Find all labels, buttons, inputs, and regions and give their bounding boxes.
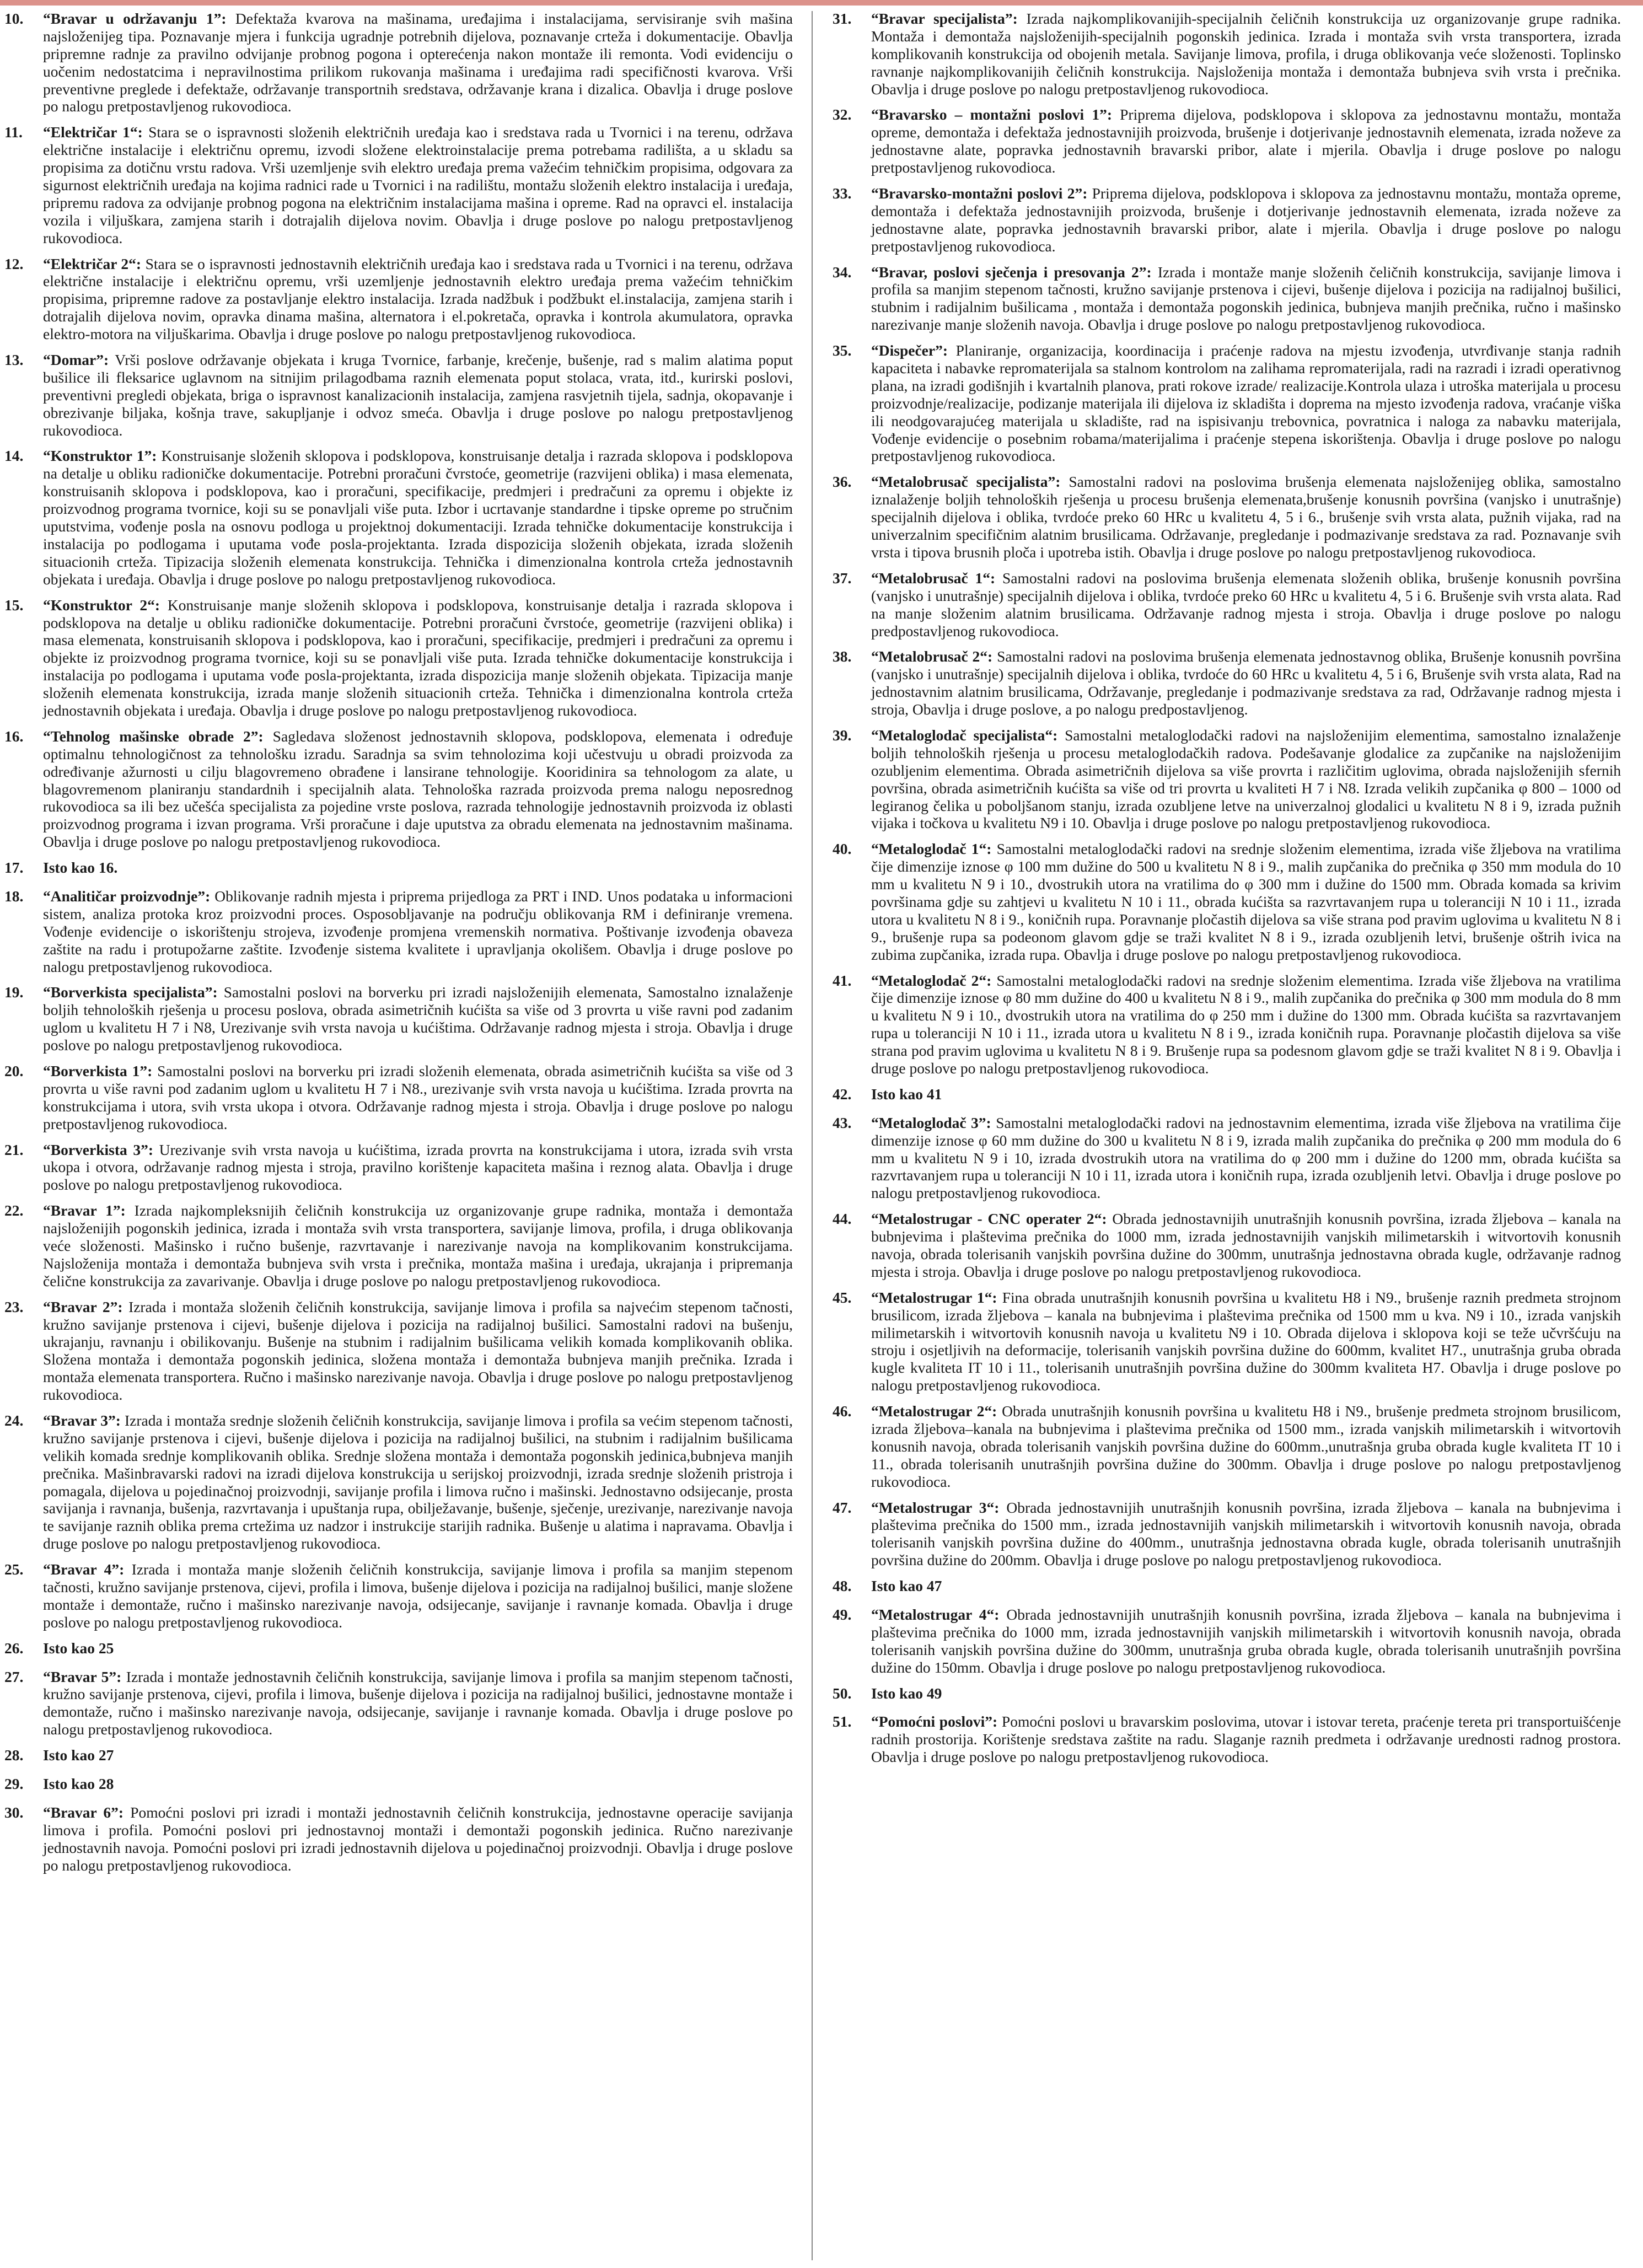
job-entry [4,1141,793,1194]
entry-body [871,840,1621,963]
entry-number: 39. [833,726,852,744]
entry-title: “Dispečer”: [871,342,948,359]
entry-title: “Električar 1“: [43,123,143,141]
job-entry [833,1085,1621,1103]
entry-body [871,1499,1621,1570]
entry-body [871,185,1621,255]
entry-body [871,10,1621,98]
entry-description: Fina obrada unutrašnjih konusnih površina u kvalitetu H8 i N9., brušenje raznih predmeta strojnom brusilicom, izrada žljebova – kanala na bubnjevima i plaštevima prečnika od 1500 mm u kva. N9 i 10., izrada vanjskih milimetarskih i witvortovih konusnih navoja u kvalitetu N9 i 10. Obrada dijelova i sklopova koji se teže učvršćuju na stroju i osjetljivih na deformacije, tolerisanih vanjskih površina dužine do 600mm, kvalitet H7., unutrašnja gruba obrada kugle kvaliteta IT 10 i 11., tolerisanih unutrašnjih površina dužine do 300mm kvaliteta H7. Obavlja i druge poslove po nalogu pretpostavljenog rukovodioca. [871,1288,1621,1394]
entry-body [43,1412,793,1552]
entry-number: 41. [833,971,852,989]
entry-number: 10. [4,10,24,27]
job-entry [833,648,1621,718]
entry-title: “Metalostrugar 2“: [871,1402,997,1420]
entry-title: “Metaloglodač specijalista“: [871,726,1058,744]
job-entry [4,728,793,851]
job-entry [833,1499,1621,1570]
entry-title: “Bravar specijalista”: [871,10,1018,27]
entry-number: 51. [833,1713,852,1730]
job-entry [833,185,1621,255]
job-entry [833,473,1621,561]
entry-description: Samostalni metaloglodački radovi na najsloženijim elementima, samostalno iznalaženje boljih tehnoloških rješenja u procesu metaloglodačkih radova. Podešavanje glodalice za zupčanike na najsloženijim ozubljenim elementima. Obrada asimetričnih dijelova sa više provrta i različitim uglovima, obrada najsloženijih sfernih površina, obrada asimetričnih kućišta sa više od tri provrta u kvaliteti H 7 i N8. Izrada velikih zupčanika φ 800 – 1000 od legiranog čelika u poboljšanom stanju, izrada ozubljene letve na univerzalnoj glodalici u kvalitetu N 8 i 9, izrada pužnih vijaka i točkova u kvalitetu N9 i 10. Obavlja i druge poslove po nalogu pretpostavljenog rukovodioca. [871,726,1621,832]
job-entry [833,1685,1621,1702]
job-entry [4,1062,793,1133]
entry-body [871,1402,1621,1490]
entry-number: 45. [833,1288,852,1306]
entry-number: 35. [833,342,852,359]
entry-number: 13. [4,351,24,369]
entry-description: Samostalni radovi na poslovima brušenja elemenata složenih oblika, brušenje konusnih površina (vanjsko i unutrašnje) specijalnih dijelova i oblika, tvrdoće preko 60 HRc u kvalitetu 4, 5 i 6. Brušenje svih vrsta alata. Rad na manje složenim alatnim brusilicama. Održavanje radnog mjesta i stroja. Obavlja i druge poslove po nalogu predpostavljenog rukovodioca. [871,569,1621,639]
entry-number: 17. [4,859,24,877]
entry-body [871,1289,1621,1394]
job-entry [4,1640,793,1657]
job-entry [4,596,793,719]
entry-number: 46. [833,1402,852,1420]
entry-title: “Bravar 5”: [43,1668,122,1685]
entry-number: 48. [833,1577,852,1595]
entry-body [43,1640,793,1657]
entry-description: Vrši poslove održavanje objekata i kruga Tvornice, farbanje, krečenje, bušenje, rad s malim alatima poput bušilice ili fleksarice uglavnom na sitnijim prilagodbama raznih elemenata poput stolaca, vrata, itd., kurirski poslovi, preventivni pregledi objekata, briga o ispravnost kanalizacionih instalacija, zamjena rasvjetnih tijela, sadnja, okopavanje i obrezivanje biljaka, košnja trave, sakupljanje i odvoz smeća. Obavlja i druge poslove po nalogu pretpostavljenog rukovodioca. [43,351,793,439]
entry-title: “Metaloglodač 2“: [871,971,992,989]
job-entry [4,1775,793,1793]
top-border-line [0,0,1643,6]
job-entry [833,727,1621,832]
job-entry [4,983,793,1054]
entry-title: “Bravarsko-montažni poslovi 2”: [871,185,1088,202]
entry-title: “Borverkista 3”: [43,1141,154,1158]
entry-body [871,1577,1621,1595]
entry-title: “Metalostrugar 3“: [871,1498,1000,1516]
entry-body [871,1685,1621,1702]
entry-number: 32. [833,106,852,123]
entry-description: Izrada najkomplikovanijih-specijalnih čeličnih konstrukcija uz organizovanje grupe radnika. Montaža i demontaža najsloženijih-specijalnih pogonskih jedinica. Izrada i montaža svih vrsta transportera, izrada komplikovanih konstrukcija od obojenih metala. Savijanje limova, profila, i druga oblikovanja veće složenosti. Toplinsko ravnanje najkomplikovanijih čeličnih konstrukcija. Najsloženija montaža i demontaža bubnjeva svih vrsta i prečnika. Obavlja i druge poslove po nalogu pretpostavljenog rukovodioca. [871,10,1621,98]
entry-title: “Metalostrugar 4“: [871,1606,1000,1624]
entry-number: 15. [4,596,24,614]
entry-body [43,1561,793,1631]
entry-description: Samostalni radovi na poslovima brušenja elemenata jednostavnog oblika, Brušenje konusnih površina (vanjsko i unutrašnje) specijalnih dijelova i oblika, tvrdoće do 60 HRc u kvalitetu 4, 5 i 6, Brušenje svih vrsta alata, Rad na jednostavnim alatnim brusilicama, Održavanje, pregledanje i podmazivanje sredstava za rad, Održavanje radnog mjesta i stroja, Obavlja i druge poslove, a po nalogu predpostavljenog. [871,648,1621,718]
entry-title: “Električar 2“: [43,255,142,272]
entry-number: 28. [4,1746,24,1764]
entry-title: “Metalostrugar - CNC operater 2“: [871,1210,1107,1228]
entry-description: Konstruisanje manje složenih sklopova i podsklopova, konstruisanje detalja i razrada sklopova i podsklopova na detalje u obliku radioničke dokumentacije. Potrebni proračuni čvrstoće, geometrije (razvijeni oblika) i masa elemenata, konstruisanih sklopova i podsklopova, kao i proračuni, specifikacije, predmjeri i predračuni za opremu i objekte iz proizvodnog programa tvornice, koji su se ponavljali više puta. Izrada tehničke dokumentacije konstrukcija i instalacija po podlogama i uputama vođe posla-projektanta, izrada dispozicija manje složenih objekata. Tipizacija manje složenih elemenata konstrukcija, izrada manje složenih situacionih crteža. Tehnička i dimenzionalna kontrola crteža jednostavnih objekata i uređaja. Obavlja i druge poslove po nalogu pretpostavljenog rukovodioca. [43,596,793,719]
entry-title: “Metalostrugar 1“: [871,1288,997,1306]
entry-body [871,473,1621,561]
entry-title: “Bravarsko – montažni poslovi 1”: [871,106,1112,123]
job-entry [4,1746,793,1764]
job-entry [833,569,1621,640]
job-entry [833,106,1621,176]
entry-title: “Tehnolog mašinske obrade 2”: [43,727,264,745]
entry-description: Samostalni poslovi na borverku pri izradi najsloženijih elemenata, Samostalno iznalaženje boljih tehnoloških rješenja u procesu poslova, obrada asimetričnih kućišta sa više od 3 provrta u više ravni pod zadanim uglom u kvalitetu H 7 i N8, Urezivanje svih vrsta navoja u kućištima. Održavanje radnog mjesta i stroja. Obavlja i druge poslove po nalogu pretpostavljenog rukovodioca. [43,983,793,1054]
job-entry [4,1561,793,1631]
entry-number: 18. [4,887,24,905]
entry-title: “Borverkista specijalista”: [43,983,218,1001]
entry-description: Izrada i montaže jednostavnih čeličnih konstrukcija, savijanje limova i profila sa manjim stepenom tačnosti, kružno savijanje prstenova, cijevi, profila i limova, bušenje dijelova i pozicija na radijalnoj bušilici, jednostavne montaže i demontaže, ručno i mašinsko narezivanje navoja, odsijecanje, savijanje i ravnanje komada. Obavlja i druge poslove po nalogu pretpostavljenog rukovodioca. [43,1668,793,1738]
entry-description: Samostalni metaloglodački radovi na jednostavnim elementima, izrada više žljebova na vratilima čije dimenzije iznose φ 60 mm dužine do 300 u kvalitetu N 8 i 9, izrada malih zupčanika do prečnika φ 200 mm modula do 6 mm u kvalitetu N 9 i 10, izrada dvostrukih utora na vratilima do φ 200 mm i dužine do 1200 mm, obrada kućišta sa razvrtavanjem rupa u toleranciji N 10 i 11, izrada utora i koničnih rupa, izrada ozubljenih letvi. Obavlja i druge poslove po nalogu pretpostavljenog rukovodioca. [871,1114,1621,1202]
entry-title: Isto kao 28 [43,1775,114,1793]
entry-number: 38. [833,648,852,665]
entry-number: 34. [833,263,852,281]
entry-body [871,1210,1621,1281]
job-entry [4,1412,793,1552]
job-entry [4,888,793,975]
job-entry [4,1804,793,1874]
entry-number: 36. [833,473,852,491]
entry-body [43,1062,793,1133]
entry-description: Samostalni poslovi na borverku pri izradi složenih elemenata, obrada asimetričnih kućišta sa više od 3 provrta u više ravni pod zadanim uglom u kvalitetu H 7 i N8., urezivanje svih vrsta navoja u kućištima. Izrada provrta na konstrukcijama i utora, svih vrsta ukopa i otvora. Održavanje radnog mjesta i stroja. Obavlja i druge poslove po nalogu pretpostavljenog rukovodioca. [43,1062,793,1132]
entry-title: “Bravar 4”: [43,1561,125,1578]
entry-body [871,1713,1621,1766]
entry-number: 27. [4,1668,24,1685]
entry-title: “Domar”: [43,351,109,369]
entry-title: “Konstruktor 1”: [43,447,157,465]
entry-description: Stara se o ispravnosti jednostavnih električnih uređaja kao i sredstava rada u Tvornici i na terenu, održava električne instalacije i električnu opremu, vrši uzemljenje jednostavnih elektro uređaja prema važećim tehničkim propisima, pripremne radove za postavljanje elektro instalacija. Izrada nadžbuk i podžbukt el.instalacija, zamjena starih i dotrajalih dijelova novim, opravka dinama mašina, alternatora i el.pokretača, opravka i kontrola akumulatora, opravka elektro-motora na viljuškarima. Obavlja i druge poslove po nalogu pretpostavljenog rukovodioca. [43,255,793,343]
entry-body [871,1606,1621,1676]
entry-number: 37. [833,569,852,587]
entry-description: Pomoćni poslovi u bravarskim poslovima, utovar i istovar tereta, praćenje tereta pri transportuišćenje radnih prostorija. Korištenje sredstava zaštite na radu. Slaganje raznih predmeta i održavanje urednosti radnog prostora. Obavlja i druge poslove po nalogu pretpostavljenog rukovodioca. [871,1713,1621,1766]
entry-number: 44. [833,1210,852,1228]
entry-body [43,1804,793,1874]
entry-number: 24. [4,1412,24,1429]
job-entry [833,972,1621,1077]
entry-body [43,1746,793,1764]
left-column [4,10,793,2259]
job-entry [4,447,793,588]
entry-number: 20. [4,1062,24,1079]
entry-description: Izrada najkompleksnijih čeličnih konstrukcija uz organizovanje grupe radnika, montaža i demontaža najsloženijih pogonskih jedinica, izrada i montaža svih vrsta transportera, savijanje limova, profila, i druga oblikovanja veće složenosti. Mašinsko i ručno bušenje, razvrtavanje i narezivanje navoja na komplikovanim konstrukcijama. Najsloženija montaža i demontaža bubnjeva svih vrsta i prečnika, montaža mašina i uređaja, ukrajanja i pripremanja čelične konstrukcija za zavarivanje. Obavlja i druge poslove po nalogu pretpostavljenog rukovodioca. [43,1202,793,1289]
entry-number: 29. [4,1775,24,1793]
entry-description: Defektaža kvarova na mašinama, uređajima i instalacijama, servisiranje svih mašina najsloženijeg tipa. Poznavanje mjera i funkcija ugradnje potrebnih dijelova, poznavanje crteža i dokumentacije. Obavlja pripremne radnje za pravilno odvijanje probnog pogona i opterećenja nakon montaže ili remonta. Vodi evidenciju o uočenim nedostatcima i nepravilnostima prilikom rukovanja mašinama i uređajima radi specifičnosti kvarova. Vrši preventivne preglede i defektaže, održavanje transportnih sredstava, održavanje krana i dizalica. Obavlja i druge poslove po nalogu pretpostavljenog rukovodioca. [43,10,793,115]
entry-body [43,123,793,246]
entry-body [43,1775,793,1793]
entry-body [43,728,793,851]
entry-number: 49. [833,1606,852,1624]
entry-description: Planiranje, organizacija, koordinacija i praćenje radova na mjestu izvođenja, utvrđivanje stanja radnih kapaciteta i nabavke repromaterijala sa stalnom kontrolom na zalihama repromaterijala, radi na razradi i izradi operativnog plana, na izradi godišnjih i kvartalnih planova, prati rokove izrade/ realizacije.Kontrola ulaza i utroška materijala u procesu proizvodnje/realizacije, podizanje materijala ili dijelova iz skladišta i doprema na mjesto izvođenja radova, vraćanje viška ili neodgovarajućeg materijala u skladište, rad na ispisivanju trebovnica, povratnica i naloga za nabavku materijala, Vođenje evidencije o posebnim robama/materijalima i praćenje stepena iskorištenja. Obavlja i druge poslove po nalogu pretpostavljenog rukovodioca. [871,342,1621,465]
entry-description: Priprema dijelova, podsklopova i sklopova za jednostavnu montažu, montaža opreme, demontaža i defektaža jednostavnijih proizvoda, brušenje i dotjerivanje jednostavnih elemenata, izrada noževe za jednostavne alate, popravka jednostavnih bravarski pribor, alate i mjerila. Obavlja i druge poslove po nalogu pretpostavljenog rukovodioca. [871,185,1621,255]
entry-number: 50. [833,1684,852,1702]
entry-title: “Bravar 6”: [43,1803,124,1821]
entry-title: “Analitičar proizvodnje”: [43,887,211,905]
entry-body [871,972,1621,1077]
entry-description: Izrada i montaža srednje složenih čeličnih konstrukcija, savijanje limova i profila sa većim stepenom tačnosti, kružno savijanje prstenova i cijevi, bušenje dijelova i pozicija na radijalnoj bušilici, na stubnim i radijalnim bušilicama velikih komada srednje komplikovanih oblika. Srednje složena montaža i demontaža pogonskih jedinica,bubnjeva manjih prečnika. Mašinbravarski radovi na izradi dijelova konstrukcija u serijskoj proizvodnji, izrada srednje složenih pristroja i pomagala, dijelova u pojedinačnoj proizvodnji, savijanje profila i limova ručno i mašinski. Jednostavno odsijecanje, prosta savijanja i ravnanja, bušenja, razvrtavanja i upuštanja rupa, obilježavanje, bušenje, sječenje, urezivanje, narezivanje navoja te savijanje raznih oblika prema crtežima uz nadzor i instrukcije starijih radnika. Bušenje u alatima i napravama. Obavlja i druge poslove po nalogu pretpostavljenog rukovodioca. [43,1412,793,1552]
entry-body [43,1668,793,1739]
entry-description: Konstruisanje složenih sklopova i podsklopova, konstruisanje detalja i razrada sklopova i podsklopova na detalje u obliku radioničke dokumentacije. Potrebni proračuni čvrstoće, geometrije (razvijeni oblika) i masa elemenata, konstruisanih sklopova i podsklopova, kao i proračuni, specifikacije, predmjeri i predračuni za opremu i objekte iz proizvodnog programa tvornice, koji su se ponavljali više puta. Izbor i ucrtavanje standardne i tipske opreme po stručnim uputstvima, vođenje posla na osnovu podloga u projektnoj dokumentaciji. Izrada tehničke dokumentacije konstrukcija i instalacija po podlogama i uputama vođe posla-projektanta. Izrada dispozicija složenih objekata, izrada složenih situacionih crteža. Tipizacija složenih elemenata konstrukcija. Tehnička i dimenzionalna kontrola crteža jednostavnih objekata i uređaja. Obavlja i druge poslove po nalogu pretpostavljenog rukovodioca. [43,447,793,588]
job-entry [833,1606,1621,1676]
entry-description: Obrada jednostavnijih unutrašnjih konusnih površina, izrada žljebova – kanala na bubnjevima i plaštevima prečnika do 1500 mm., izrada jednostavnijih vanjskih milimetarskih i witvortovih konusnih navoja, obrada tolerisanih vanjskih površina dužine do 400mm., unutrašnja jednostavna obrada kugle, obrada tolerisanih unutrašnjih površina dužine do 200mm. Obavlja i druge poslove po nalogu pretpostavljenog rukovodioca. [871,1498,1621,1569]
right-column [833,10,1621,2259]
job-entry [833,1402,1621,1490]
job-entry [833,1289,1621,1394]
entry-body [871,342,1621,465]
entry-title: “Bravar 1”: [43,1202,126,1219]
entry-title: “Metalobrusač 1“: [871,569,996,587]
entry-title: “Pomoćni poslovi”: [871,1713,998,1730]
entry-body [43,1298,793,1404]
job-entry [833,10,1621,98]
entry-number: 43. [833,1114,852,1131]
job-entry [833,840,1621,963]
entry-body [43,859,793,877]
job-entry [833,264,1621,334]
entry-description: Sagledava složenost jednostavnih sklopova, podsklopova, elemenata i određuje optimalnu tehnologičnost za tehnološku izradu. Saradnja sa svim tehnolozima koji učestvuju u obradi proizvoda za određivanje ažurnosti u cilju blagovremeno obrađene i lansirane tehnologije. Kooridinira sa tehnologom za alate, u blagovremenom planiranju standardnih i specijalnih alata. Tehnološka razrada proizvoda prema nalogu neposrednog rukovodioca sa ili bez učešća specijalista za pojedine vrste poslova, razrada tehnologije jednostavnih proizvoda iz oblasti proizvodnog programa i izvan programa. Vrši proračune i daje uputstva za obradu elemenata na jednostavnim mašinama. Obavlja i druge poslove po nalogu pretpostavljenog rukovodioca. [43,727,793,851]
entry-description: Obrada jednostavnijih unutrašnjih konusnih površina, izrada žljebova – kanala na bubnjevima i plaštevima prečnika do 1000 mm, izrada jednostavnijih vanjskih milimetarskih i witvortovih konusnih navoja, obrada tolerisanih vanjskih površina dužine do 300mm, unutrašnja gruba obrada kugle, obrada tolerisanih unutrašnjih površina dužine do 150mm. Obavlja i druge poslove po nalogu pretpostavljenog rukovodioca. [871,1606,1621,1676]
job-entry [4,351,793,439]
entry-body [43,1202,793,1289]
entry-description: Samostalni metaloglodački radovi na srednje složenim elementima. Izrada više žljebova na vratilima čije dimenzije iznose φ 80 mm dužine do 400 u kvalitetu N 8 i 9., malih zupčanika do prečnika φ 300 mm modula do 8 mm u kvalitetu N 9 i 10., dvostrukih utora na vratilima do φ 250 mm i dužine do 1300 mm. Obrada kućišta sa razvrtavanjem rupa u toleranciji N 10 i 11., izrada utora u kvalitetu N 8 i 9., izrada koničnih rupa. Poravnanje pločastih dijelova sa više strana pod pravim uglovima u kvalitetu N 8 i 9. Brušenje rupa sa podesnom glavom gdje se traži kvalitet N 8 i 9. Obavlja i druge poslove po nalogu pretpostavljenog rukovodioca. [871,971,1621,1077]
entry-title: “Bravar 3”: [43,1412,121,1429]
job-entry [4,1202,793,1289]
job-entry [4,1668,793,1739]
entry-body [43,255,793,343]
entry-number: 21. [4,1141,24,1158]
job-entry [833,1577,1621,1595]
entry-body [43,351,793,439]
entry-title: Isto kao 41 [871,1085,942,1103]
entry-title: Isto kao 47 [871,1577,942,1595]
job-entry [4,10,793,115]
entry-number: 26. [4,1639,24,1657]
entry-title: “Bravar 2”: [43,1298,123,1315]
entry-title: Isto kao 16. [43,859,118,877]
entry-description: Stara se o ispravnosti složenih električnih uređaja kao i sredstava rada u Tvornici i na terenu, održava električne instalacije i električnu opremu, izvodi složene elektroinstalacije prema potrebama radilišta, a u skladu sa propisima za dotičnu vrstu radova. Vrši uzemljenje svih elektro uređaja prema važećim tehničkim propisima, odgovara za sigurnost električnih uređaja na kojima radnici rade u Tvornici i na radilištu, montažu složenih elektro instalacija i uređaja, pripremu radova za odvijanje probnog pogona na električnim instalacijama mašina i opreme. Rad na opravci el. instalacija vozila i viljuškara, zamjena starih i dotrajalih dijelova novim. Obavlja i druge poslove po nalogu pretpostavljenog rukovodioca. [43,123,793,246]
job-entry [833,1210,1621,1281]
entry-description: Priprema dijelova, podsklopova i sklopova za jednostavnu montažu, montaža opreme, demontaža i defektaža jednostavnijih proizvoda, brušenje i dotjerivanje jednostavnih elemenata, izrada noževe za jednostavne alate, popravka jednostavnih bravarski pribor, alate i mjerila. Obavlja i druge poslove po nalogu pretpostavljenog rukovodioca. [871,106,1621,176]
entry-title: “Metaloglodač 3”: [871,1114,991,1131]
entry-number: 19. [4,983,24,1001]
entry-description: Izrada i montaža manje složenih čeličnih konstrukcija, savijanje limova i profila sa manjim stepenom tačnosti, kružno savijanje prstenova, cijevi, profila i limova, bušenje dijelova i pozicija na radijalnoj bušilici, manje složene montaže i demontaže, ručno i mašinsko narezivanje navoja, odsijecanje, savijanje i ravnanje komada. Obavlja i druge poslove po nalogu pretpostavljenog rukovodioca. [43,1561,793,1631]
entry-title: “Bravar, poslovi sječenja i presovanja 2”: [871,263,1152,281]
entry-title: Isto kao 49 [871,1684,942,1702]
entry-body [871,648,1621,718]
entry-title: Isto kao 27 [43,1746,114,1764]
entry-description: Pomoćni poslovi pri izradi i montaži jednostavnih čeličnih konstrukcija, jednostavne operacije savijanja limova i profila. Pomoćni poslovi pri jednostavnoj montaži i demontaži pogonskih jedinica. Ručno narezivanje jednostavnih navoja. Pomoćni poslovi pri izradi jednostavnih dijelova u pojedinačnoj proizvodnji. Obavlja i druge poslove po nalogu pretpostavljenog rukovodioca. [43,1803,793,1874]
job-entry [833,342,1621,465]
entry-number: 16. [4,727,24,745]
entry-description: Obrada jednostavnijih unutrašnjih konusnih površina, izrada žljebova – kanala na bubnjevima i plaštevima prečnika do 1000 mm, izrada jednostavnijih vanjskih milimetarskih i witvortovih konusnih navoja, obrada tolerisanih vanjskih površina dužine do 300mm, unutrašnja jednostavna obrada kugle, održavanje radnog mjesta i stroja. Obavlja i druge poslove po nalogu pretpostavljenog rukovodioca. [871,1210,1621,1280]
entry-body [871,727,1621,832]
entry-number: 22. [4,1202,24,1219]
entry-number: 11. [4,123,23,141]
entry-description: Izrada i montaža složenih čeličnih konstrukcija, savijanje limova i profila sa najvećim stepenom tačnosti, kružno savijanje prstenova i cijevi, bušenje dijelova i pozicija na radijalnoj bušilici. Samostalni radovi na bušenju, ukrajanju, ravnanju i obilikovanju. Bušenje na stubnim i radijalnim bušilicama velikih komada komplikovanih oblika. Složena montaža i demontaža pogonskih jedinica, složena montaža i demontaža bubnjeva manjih prečnika. Izrada i montaža elemenata transportera. Ručno i mašinsko narezivanje navoja. Obavlja i druge poslove po nalogu pretpostavljenog rukovodioca. [43,1298,793,1404]
entry-number: 40. [833,840,852,858]
entry-number: 23. [4,1298,24,1315]
entry-number: 12. [4,255,24,272]
entry-title: “Borverkista 1”: [43,1062,153,1079]
entry-body [871,1114,1621,1202]
entry-number: 31. [833,10,852,27]
entry-description: Oblikovanje radnih mjesta i priprema prijedloga za PRT i IND. Unos podataka u informacioni sistem, analiza protoka kroz proizvodni proces. Osposobljavanje na području oblikovanja RM i definiranje vremena. Vođenje evidencije o iskorištenju strojeva, izvođenje promjena vremenskih normativa. Poštivanje izvođenja obaveza zaštite na radu i protupožarne zaštite. Izvođenje sistema kvalitete i upravljanja okolišem. Obavlja i druge poslove po nalogu pretpostavljenog rukovodioca. [43,887,793,975]
entry-body [871,264,1621,334]
entry-description: Izrada i montaže manje složenih čeličnih konstrukcija, savijanje limova i profila sa manjim stepenom tačnosti, kružno savijanje prstenova i cijevi, bušenje dijelova i pozicija na radijalnoj bušilici, stubnim i radijalnim bušilicama , montaža i demontaža pogonskih jedinica, bubnjeva manjih prečnika, ručno i mašinsko narezivanje manje složenih navoja. Obavlja i druge poslove po nalogu pretpostavljenog rukovodioca. [871,263,1621,334]
job-entry [4,1298,793,1404]
entry-title: “Metalobrusač 2“: [871,648,993,665]
entry-description: Urezivanje svih vrsta navoja u kućištima, izrada provrta na konstrukcijama i utora, izrada svih vrsta ukopa i otvora, održavanje radnog mjesta i stroja, pravilno korištenje kapaciteta mašina i reznog alata. Obavlja i druge poslove po nalogu pretpostavljenog rukovodioca. [43,1141,793,1194]
entry-title: “Metalobrusač specijalista”: [871,473,1061,491]
entry-number: 47. [833,1498,852,1516]
entry-body [43,596,793,719]
entry-number: 42. [833,1085,852,1103]
entry-number: 33. [833,185,852,202]
entry-body [43,447,793,588]
entry-body [43,1141,793,1194]
entry-body [43,888,793,975]
entry-title: “Konstruktor 2“: [43,596,160,614]
job-entry [4,255,793,343]
entry-body [871,106,1621,176]
entry-description: Samostalni radovi na poslovima brušenja elemenata najsloženijeg oblika, samostalno iznalaženje boljih tehnoloških rješenja u procesu brušenja elemenata,brušenje konusnih površina (vanjsko i unutrašnje) specijalnih dijelova i oblika, tvrdoće preko 60 HRc u kvalitetu 4, 5 i 6., brušenje svih vrsta alata, pužnih vijaka, rad na univerzalnim specifičnim alatnim brusilicama. Održavanje, pregledanje i podmazivanje sredstava za rad. Poznavanje svih vrsta i tipova brusnih ploča i upotreba istih. Obavlja i druge poslove po nalogu pretpostavljenog rukovodioca. [871,473,1621,561]
entry-title: “Bravar u održavanju 1”: [43,10,227,27]
job-entry [4,859,793,877]
entry-body [871,1085,1621,1103]
entry-body [43,983,793,1054]
entry-description: Obrada unutrašnjih konusnih površina u kvalitetu H8 i N9., brušenje predmeta strojnom brusilicom, izrada žljebova–kanala na bubnjevima i plaštevima prečnika od 1500 mm., izrada vanjskih milimetarskih i witvortovih konusnih navoja, obrada tolerisanih vanjskih površina dužine do 600mm.,unutrašnja gruba obrada kugle kvaliteta IT 10 i 11., obrada tolerisanih unutrašnjih površina dužine do 300mm. Obavlja i druge poslove po nalogu pretpostavljenog rukovodioca. [871,1402,1621,1490]
entry-body [43,10,793,115]
column-divider [812,11,813,2260]
entry-number: 30. [4,1803,24,1821]
job-entry [833,1114,1621,1202]
job-entry [4,123,793,246]
entry-body [871,569,1621,640]
entry-number: 14. [4,447,24,465]
entry-description: Samostalni metaloglodački radovi na srednje složenim elementima, izrada više žljebova na vratilima čije dimenzije iznose φ 100 mm dužine do 500 u kvalitetu N 8 i 9., malih zupčanika do prečnika φ 350 mm modula do 10 mm u kvalitetu N 9 i 10., dvostrukih utora na vratilima do φ 300 mm i dužine do 1500 mm. Obrada komada sa krivim površinama gdje su zahtjevi u kvalitetu N 10 i 11., obrada kućišta sa razvrtavanjem rupa u toleranciji N 10 i 11., izrada utora u kvalitetu N 8 i 9., koničnih rupa. Poravnanje pločastih dijelova sa više strana pod pravim uglovima u kvalitetu N 8 i 9., brušenje rupa sa podeonom glavom gdje se traži kvalitet N 8 i 9., izrada ozubljenih letvi, brušenje oštrih ivica na zubima zupčanika, izrada rupa. Obavlja i druge poslove po nalogu pretpostavljenog rukovodioca. [871,840,1621,963]
job-entry [833,1713,1621,1766]
entry-title: Isto kao 25 [43,1639,114,1657]
entry-number: 25. [4,1561,24,1578]
entry-title: “Metaloglodač 1“: [871,840,992,858]
